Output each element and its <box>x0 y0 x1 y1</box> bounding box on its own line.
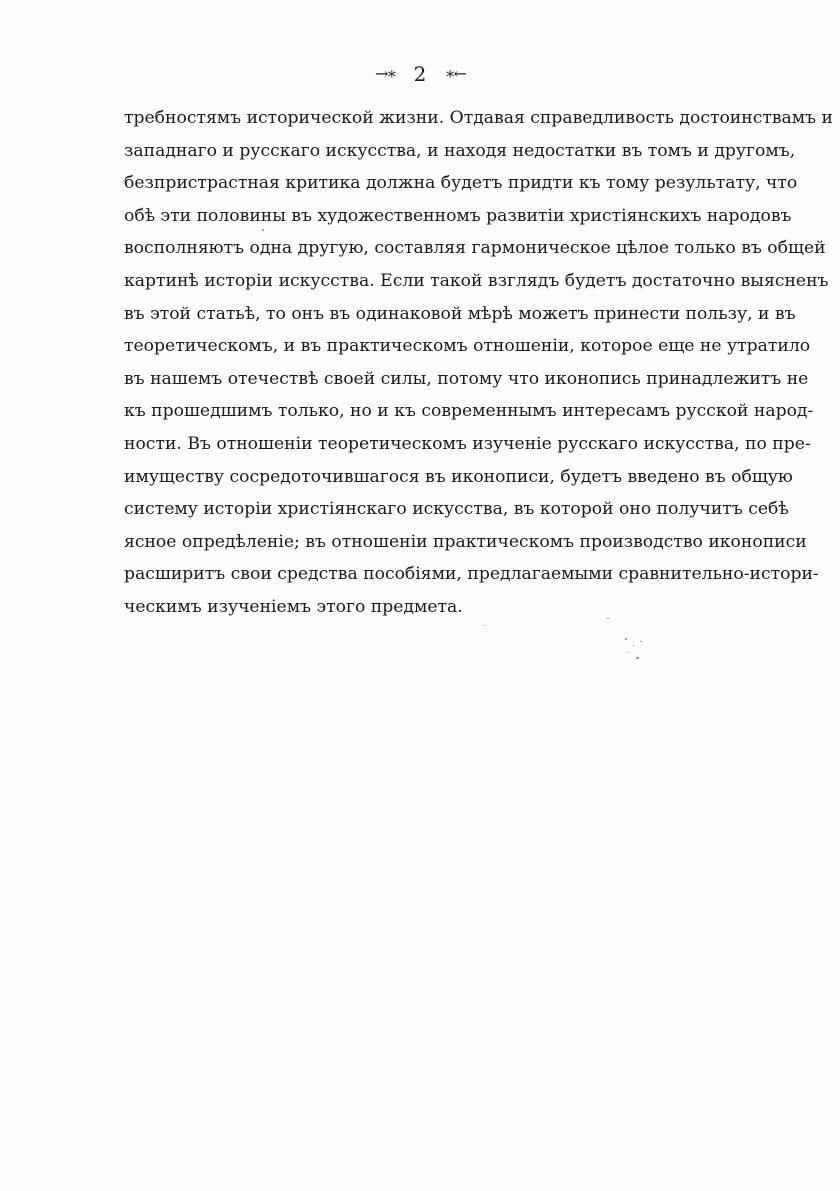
text-line: систему исторіи христіянскаго искусства, въ которой оно получитъ себѣ <box>124 499 789 520</box>
scan-speck <box>483 625 484 626</box>
body-paragraph <box>124 102 834 624</box>
text-line: ности. Въ отношеніи теоретическомъ изученіе русскаго искусства, по пре- <box>124 433 811 454</box>
scan-speck <box>628 652 629 653</box>
text-line: требностямъ исторической жизни. Отдавая справедливость достоинствамъ и <box>124 108 834 128</box>
scan-speck <box>640 641 642 642</box>
text-line: обѣ эти половины въ художественномъ развитіи христіянскихъ народовъ <box>124 205 792 226</box>
scan-speck <box>636 657 639 659</box>
text-line: западнаго и русскаго искусства, и находя недостатки въ томъ и другомъ, <box>124 140 796 161</box>
scan-speck <box>262 229 264 231</box>
ornament-right-icon: ∗← <box>444 63 465 83</box>
scan-speck <box>625 638 627 640</box>
text-line: въ этой статьѣ, то онъ въ одинаковой мѣрѣ можетъ принести пользу, и въ <box>124 303 796 324</box>
page-header <box>0 58 840 88</box>
text-line: восполняютъ одна другую, составляя гармоническое цѣлое только въ общей <box>124 238 826 259</box>
scan-speck <box>607 618 609 619</box>
text-line: въ нашемъ отечествѣ своей силы, потому что иконопись принадлежитъ не <box>124 368 809 389</box>
text-line: ческимъ изученіемъ этого предмета. <box>124 596 463 617</box>
text-line: ясное опредѣленіе; въ отношеніи практическомъ производство иконописи <box>124 531 807 552</box>
text-line: теоретическомъ, и въ практическомъ отношеніи, которое еще не утратило <box>124 336 811 357</box>
text-line: къ прошедшимъ только, но и къ современнымъ интересамъ русской народ- <box>124 401 814 422</box>
page-number: 2 <box>413 61 427 86</box>
text-line: картинѣ исторіи искусства. Если такой взглядъ будетъ достаточно выясненъ <box>124 270 829 291</box>
text-line: имуществу сосредоточившагося въ иконописи, будетъ введено въ общую <box>124 466 793 487</box>
text-line: расширитъ свои средства пособіями, предлагаемыми сравнительно-истори- <box>124 564 819 585</box>
text-line: безпристрастная критика должна будетъ придти къ тому результату, что <box>124 173 798 194</box>
scan-speck <box>633 645 634 646</box>
ornament-left-icon: →∗ <box>374 63 396 83</box>
